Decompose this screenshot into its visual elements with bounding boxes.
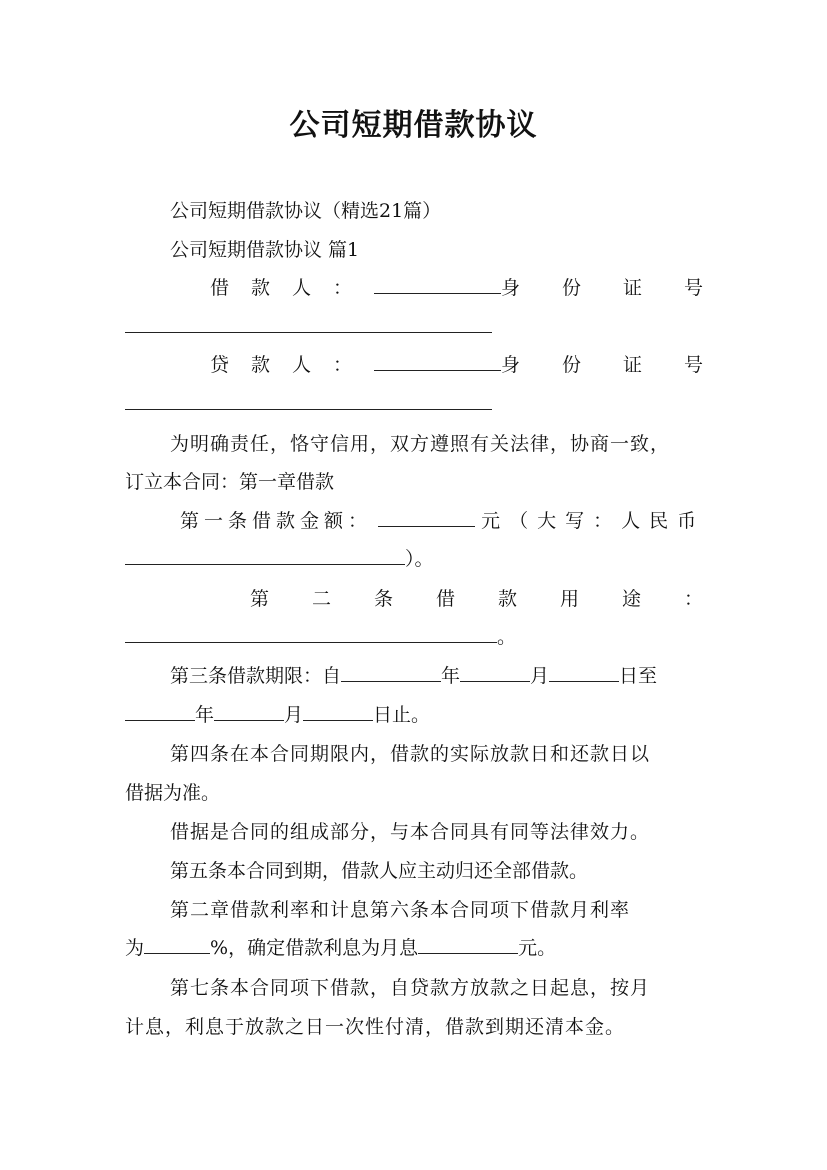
borrower-label: 借款人： [210, 277, 375, 299]
section-heading: 公司短期借款协议 篇1 [170, 239, 360, 261]
end-day-blank [303, 702, 373, 721]
subtitle: 公司短期借款协议（精选21篇） [170, 200, 442, 222]
document-title: 公司短期借款协议 [289, 108, 538, 143]
article-1-row [125, 508, 706, 534]
article-2-row-2 [125, 624, 703, 650]
start-year-blank [341, 663, 441, 682]
article-1-end: ）。 [405, 548, 434, 570]
article-6-row-2 [125, 935, 703, 961]
lender-id-label: 身份证号 [500, 354, 745, 376]
article-6-prefix: 为 [125, 937, 145, 959]
start-day-blank [549, 663, 619, 682]
end-month-blank [214, 702, 284, 721]
article-6-middle: %，确定借款利息为月息 [210, 937, 419, 959]
borrower-id-label: 身份证号 [500, 277, 745, 299]
interest-blank [418, 935, 518, 954]
lender-blank [374, 352, 501, 371]
article-4-line-2: 借据为准。 [125, 782, 221, 804]
start-month-label: 月 [530, 665, 550, 687]
lender-id-blank [125, 391, 492, 410]
article-1-row-2 [125, 546, 703, 572]
end-year-label: 年 [195, 704, 215, 726]
article-4-line-1: 第四条在本合同期限内，借款的实际放款日和还款日以 [170, 743, 651, 765]
article-1-unit: 元（大写：人民币 [481, 510, 706, 532]
receipt-note: 借据是合同的组成部分，与本合同具有同等法律效力。 [170, 821, 651, 843]
rate-blank [144, 935, 210, 954]
article-3-label: 第三条借款期限：自 [170, 665, 342, 687]
article-2-end: 。 [497, 626, 517, 648]
intro-line-1: 为明确责任，恪守信用，双方遵照有关法律，协商一致， [170, 433, 671, 455]
borrower-blank [374, 275, 501, 294]
amount-blank [378, 508, 475, 527]
end-year-blank [125, 702, 195, 721]
lender-id-row [125, 391, 703, 417]
article-7-line-2: 计息，利息于放款之日一次性付清，借款到期还清本金。 [125, 1016, 626, 1038]
article-6-end: 元。 [518, 937, 557, 959]
lender-label: 贷款人： [210, 354, 375, 376]
end-month-label: 月 [284, 704, 304, 726]
end-day-label: 日止。 [373, 704, 431, 726]
article-3-row [125, 663, 748, 689]
intro-line-2: 订立本合同：第一章借款 [125, 471, 335, 493]
article-6-line-1: 第二章借款利率和计息第六条本合同项下借款月利率 [170, 899, 631, 921]
amount-words-blank [125, 546, 405, 565]
article-2-label: 第二条借款用途： [250, 588, 747, 610]
borrower-id-blank [125, 314, 492, 333]
article-5: 第五条本合同到期，借款人应主动归还全部借款。 [170, 860, 589, 882]
start-month-blank [460, 663, 530, 682]
purpose-blank [125, 624, 497, 643]
borrower-row [125, 275, 745, 301]
start-year-label: 年 [441, 665, 461, 687]
lender-row [125, 352, 745, 378]
article-7-line-1: 第七条本合同项下借款，自贷款方放款之日起息，按月 [170, 977, 651, 999]
article-3-row-2 [125, 702, 703, 728]
borrower-id-row [125, 314, 703, 340]
article-1-label: 第一条借款金额： [180, 510, 373, 532]
start-day-label: 日至 [619, 665, 658, 687]
